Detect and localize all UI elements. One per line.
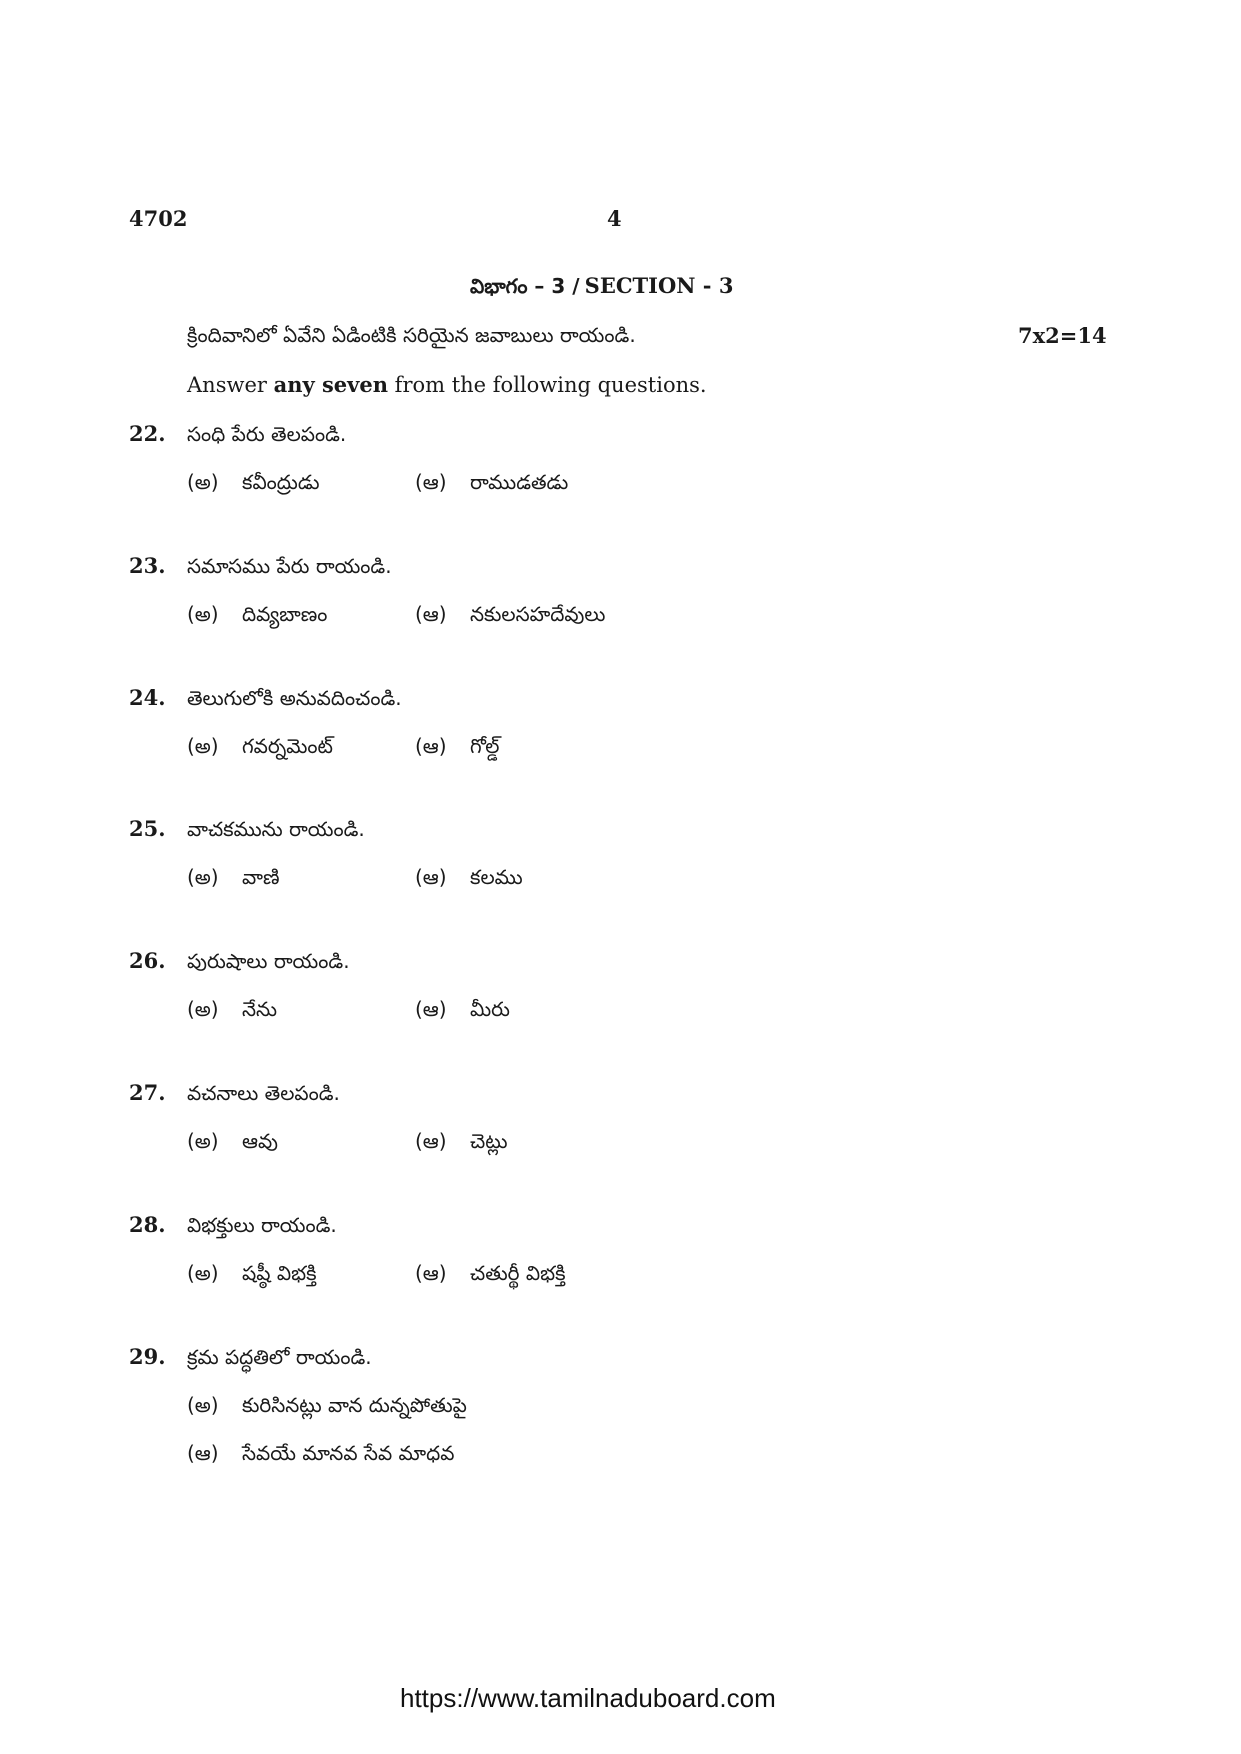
section-title-telugu: విభాగం – 3 /	[470, 274, 580, 298]
question-number: 24.	[129, 685, 166, 710]
option-text: నకులసహదేవులు	[470, 602, 606, 626]
option-label: (ఆ)	[415, 1261, 447, 1285]
paper-code: 4702	[129, 206, 188, 231]
instruction-telugu: క్రిందివానిలో ఏవేని ఏడింటికి సరియైన జవాబులు రాయండి.	[187, 323, 636, 347]
marks: 7x2=14	[1018, 323, 1107, 348]
option-label: (ఆ)	[415, 997, 447, 1021]
footer-url: https://www.tamilnaduboard.com	[400, 1683, 776, 1713]
question-text: పురుషాలు రాయండి.	[187, 949, 350, 973]
question-text: వాచకమును రాయండి.	[187, 817, 365, 841]
option-label: (ఆ)	[415, 470, 447, 494]
option-label: (ఆ)	[415, 1129, 447, 1153]
option-label: (అ)	[187, 1393, 219, 1417]
question-number: 27.	[129, 1080, 166, 1105]
instruction-english	[187, 372, 707, 397]
option-label: (అ)	[187, 602, 219, 626]
option-text: గవర్నమెంట్	[242, 734, 333, 758]
option-text: చెట్లు	[470, 1129, 508, 1153]
question-text: వచనాలు తెలపండి.	[187, 1081, 340, 1105]
question-text: సంధి పేరు తెలపండి.	[187, 422, 347, 446]
option-text: మీరు	[470, 997, 510, 1021]
option-text: ఆవు	[242, 1129, 278, 1153]
question-text: సమాసము పేరు రాయండి.	[187, 554, 392, 578]
option-label: (ఆ)	[415, 734, 447, 758]
question-text: తెలుగులోకి అనువదించండి.	[187, 686, 402, 710]
question-number: 28.	[129, 1212, 166, 1237]
option-text: నేను	[242, 997, 277, 1021]
option-label: (ఆ)	[415, 602, 447, 626]
instruction-english-bold: any seven	[273, 372, 388, 397]
option-text: గోల్డ్	[470, 734, 500, 758]
option-text: దివ్యబాణం	[242, 602, 328, 626]
page-number: 4	[607, 206, 622, 231]
question-number: 26.	[129, 948, 166, 973]
option-label: (అ)	[187, 1129, 219, 1153]
question-text: క్రమ పద్ధతిలో రాయండి.	[187, 1345, 372, 1369]
question-text: విభక్తులు రాయండి.	[187, 1213, 337, 1237]
option-label: (అ)	[187, 470, 219, 494]
question-number: 25.	[129, 816, 166, 841]
section-title-english: SECTION - 3	[584, 273, 734, 298]
option-label: (అ)	[187, 997, 219, 1021]
option-label: (ఆ)	[415, 865, 447, 889]
instruction-english-post: from the following questions.	[388, 373, 707, 397]
option-text: షష్ఠీ విభక్తి	[242, 1261, 317, 1285]
question-number: 22.	[129, 421, 166, 446]
question-number: 29.	[129, 1344, 166, 1369]
option-text: కలము	[470, 865, 523, 889]
option-text: రాముడతడు	[470, 470, 569, 494]
option-text: వాణి	[242, 865, 280, 889]
section-title	[470, 273, 733, 303]
option-label: (అ)	[187, 865, 219, 889]
option-text: కురిసినట్లు వాన దున్నపోతుపై	[242, 1393, 467, 1417]
instruction-english-pre: Answer	[187, 373, 274, 397]
question-number: 23.	[129, 553, 166, 578]
option-label: (అ)	[187, 734, 219, 758]
option-text: కవీంద్రుడు	[242, 470, 320, 494]
option-label: (అ)	[187, 1261, 219, 1285]
option-text: సేవయే మానవ సేవ మాధవ	[242, 1441, 455, 1465]
option-label: (ఆ)	[187, 1441, 219, 1465]
option-text: చతుర్థీ విభక్తి	[470, 1261, 566, 1285]
